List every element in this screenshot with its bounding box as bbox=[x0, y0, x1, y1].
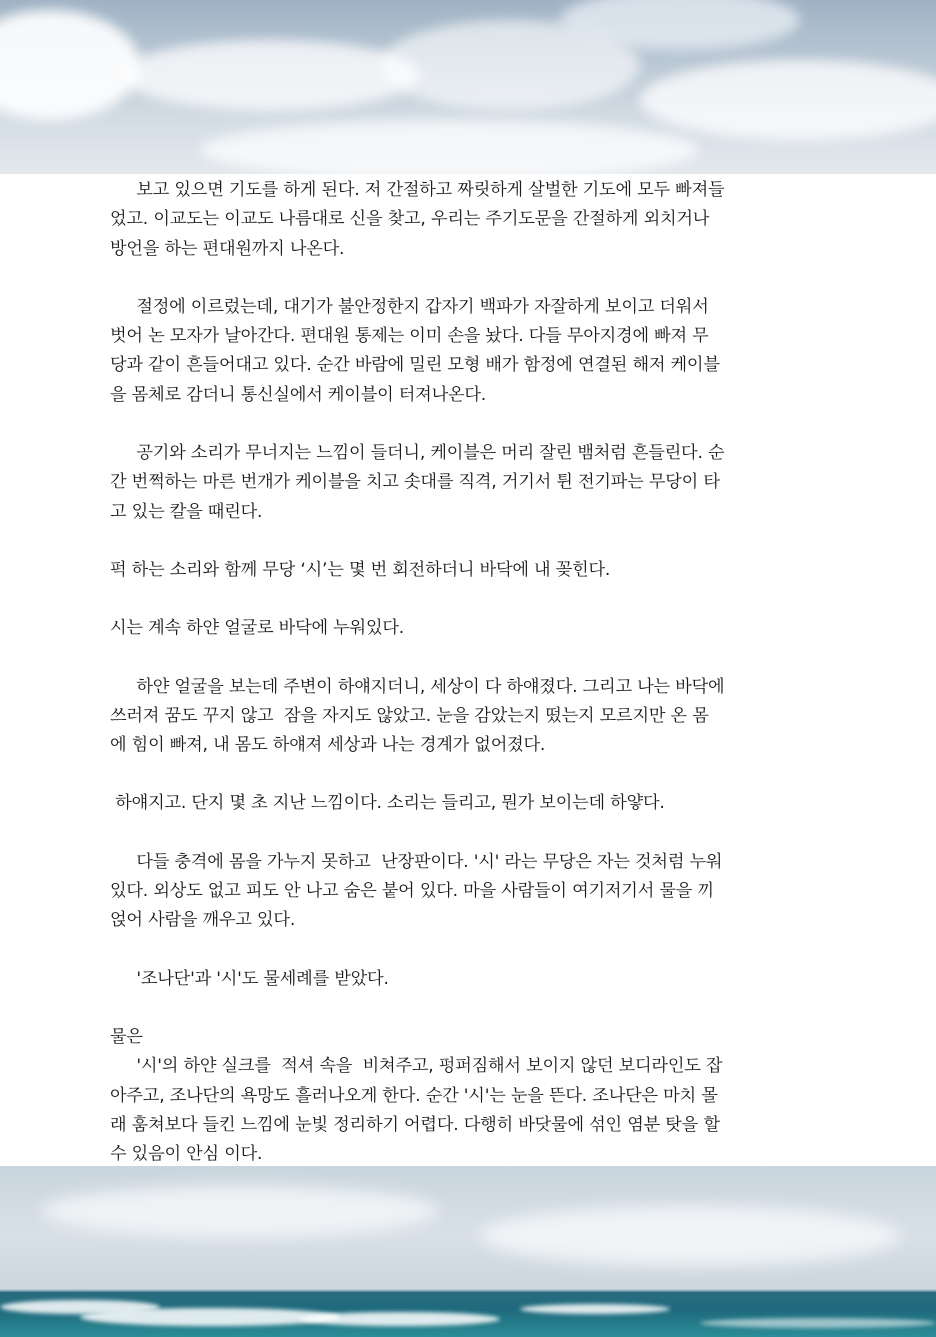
cloud bbox=[640, 60, 936, 140]
wave bbox=[700, 1318, 936, 1328]
cloud bbox=[480, 1206, 900, 1266]
story-text bbox=[110, 176, 836, 1169]
paragraph-gap bbox=[110, 936, 836, 965]
paragraph-9: '조나단'과 '시'도 물세례를 받았다. bbox=[110, 968, 389, 989]
paragraph-gap bbox=[110, 410, 836, 439]
sky-header-image bbox=[0, 0, 936, 174]
paragraph-6: 하얀 얼굴을 보는데 주변이 하얘지더니, 세상이 다 하얘졌다. 그리고 나는 바닥에 쓰러져 꿈도 꾸지 않고 잠을 자지도 않았고. 눈을 감았는지 떴는지 모르지만 온 몸 에 힘이 빠져, 내 몸도 하얘져 세상과 나는 경계가 없어졌다. bbox=[110, 676, 725, 756]
cloud bbox=[200, 120, 700, 174]
cloud bbox=[40, 1186, 440, 1236]
paragraph-gap bbox=[110, 994, 836, 1023]
paragraph-5: 시는 계속 하얀 얼굴로 바닥에 누워있다. bbox=[110, 618, 405, 639]
paragraph-10: 물은 '시'의 하얀 실크를 적셔 속을 비쳐주고, 펑퍼짐해서 보이지 않던 보디라인도 잡 아주고, 조나단의 욕망도 흘러나오게 한다. 순간 '시'는 눈을 뜬다. 조나단은 마치 몰 래 훔쳐보다 들킨 느낌에 눈빛 정리하기 어렵다. 다행히 바닷물에 섞인 염분 탓을 할 수 있음이 안심 이다. bbox=[110, 1026, 723, 1165]
paragraph-8: 다들 충격에 몸을 가누지 못하고 난장판이다. '시' 라는 무당은 자는 것처럼 누워 있다. 외상도 없고 피도 안 나고 숨은 붙어 있다. 마을 사람들이 여기저기서 물을 끼 얹어 사람을 깨우고 있다. bbox=[110, 851, 723, 931]
cloud bbox=[0, 10, 140, 120]
paragraph-4: 퍽 하는 소리와 함께 무당 ‘시’는 몇 번 회전하더니 바닥에 내 꽂힌다. bbox=[110, 559, 611, 580]
paragraph-2: 절정에 이르렀는데, 대기가 불안정한지 갑자기 백파가 자잘하게 보이고 더워서 벗어 논 모자가 날아간다. 편대원 통제는 이미 손을 놨다. 다들 무아지경에 빠져 무 당과 같이 흔들어대고 있다. 순간 바람에 밀린 모형 배가 함정에 연결된 해저 케이블 을 몸체로 감더니 통신실에서 케이블이 터져나온다. bbox=[110, 296, 720, 405]
paragraph-gap bbox=[110, 819, 836, 848]
paragraph-gap bbox=[110, 760, 836, 789]
wave bbox=[300, 1312, 500, 1326]
paragraph-3: 공기와 소리가 무너지는 느낌이 들더니, 케이블은 머리 잘린 뱀처럼 흔들린다. 순 간 번쩍하는 마른 번개가 케이블을 치고 솟대를 직격, 거기서 튄 전기파는 무당이 타 고 있는 칼을 때린다. bbox=[110, 443, 725, 522]
paragraph-gap bbox=[110, 585, 836, 614]
paragraph-gap bbox=[110, 644, 836, 673]
paragraph-gap bbox=[110, 527, 836, 556]
wave bbox=[520, 1304, 670, 1314]
paragraph-1: 보고 있으면 기도를 하게 된다. 저 간절하고 짜릿하게 살벌한 기도에 모두 빠져들 었고. 이교도는 이교도 나름대로 신을 찾고, 우리는 주기도문을 간절하게 외치거나 방언을 하는 편대원까지 나온다. bbox=[110, 180, 725, 259]
paragraph-gap bbox=[110, 264, 836, 293]
cloud bbox=[120, 40, 420, 110]
paragraph-7: 하얘지고. 단지 몇 초 지난 느낌이다. 소리는 들리고, 뭔가 보이는데 하얗다. bbox=[110, 793, 665, 814]
